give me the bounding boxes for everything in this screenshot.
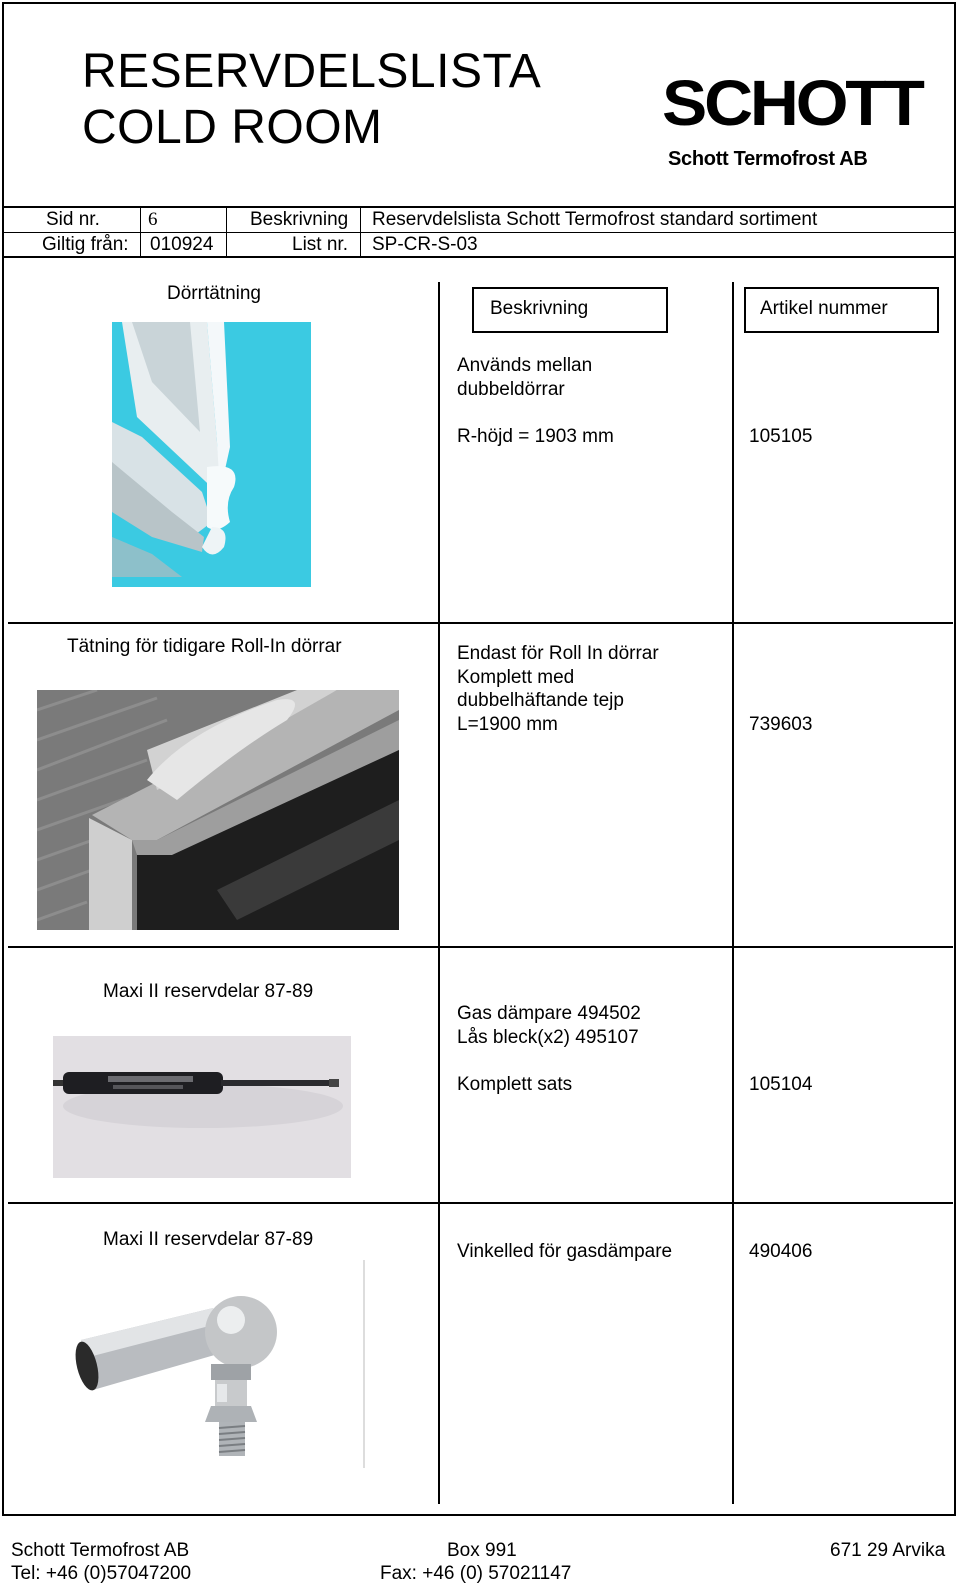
row-rule-1 [8,622,953,624]
article-column-header: Artikel nummer [744,287,939,333]
item-1-name: Dörrtätning [167,283,261,304]
meta-divider-1 [140,207,141,256]
footer-box: Box 991 [447,1540,517,1561]
item-3-desc-line-1: Gas dämpare 494502 [457,1003,641,1024]
footer-city: 671 29 Arvika [830,1540,946,1561]
beskrivning-label: Beskrivning [250,209,349,230]
item-2-desc-line-1: Endast för Roll In dörrar [457,643,659,664]
list-label: List nr. [292,234,348,255]
item-2-desc-line-4: L=1900 mm [457,713,558,735]
row-rule-2 [8,946,953,948]
meta-divider-2 [226,207,227,256]
item-3-desc-line-2: Lås bleck(x2) 495107 [457,1026,639,1048]
item-4-name: Maxi II reservdelar 87-89 [103,1229,314,1250]
meta-bottom-rule [2,256,956,258]
item-4-article: 490406 [749,1241,813,1262]
item-3-desc-line-4: Komplett sats [457,1074,573,1095]
schott-logo: SCHOTT [662,67,922,139]
meta-mid-rule [2,232,956,233]
item-1-desc-line-1: Används mellan [457,355,593,376]
description-column-header: Beskrivning [472,287,668,333]
giltig-value: 010924 [150,234,214,255]
footer-rule [2,1514,956,1516]
item-2-article: 739603 [749,714,813,735]
company-name: Schott Termofrost AB [668,148,868,170]
item-4-desc-line-1: Vinkelled för gasdämpare [457,1241,673,1262]
page-title-line2: COLD ROOM [82,101,383,154]
row-rule-3 [8,1202,953,1204]
item-1-desc-line-2: dubbeldörrar [457,378,565,400]
footer-fax: Fax: +46 (0) 57021147 [380,1563,572,1584]
sid-value: 6 [148,209,158,230]
brush-seal-strip-image [37,690,399,930]
item-3-name: Maxi II reservdelar 87-89 [103,981,314,1002]
beskrivning-value: Reservdelslista Schott Termofrost standard sortiment [372,209,818,230]
giltig-label: Giltig från: [42,234,129,255]
column-divider-right [732,282,734,1504]
list-value: SP-CR-S-03 [372,234,478,255]
gas-spring-image [53,1036,351,1178]
page-title-line1: RESERVDELSLISTA [82,45,542,98]
item-2-desc-line-3: dubbelhäftande tejp [457,690,624,711]
sid-label: Sid nr. [46,209,100,230]
item-2-desc-line-2: Komplett med [457,666,575,688]
item-3-article: 105104 [749,1074,813,1095]
footer-phone: Tel: +46 (0)57047200 [11,1563,192,1584]
item-2-name: Tätning för tidigare Roll-In dörrar [67,636,342,657]
column-divider-left [438,282,440,1504]
footer-company: Schott Termofrost AB [11,1540,190,1561]
ball-joint-image [53,1260,365,1468]
item-1-desc-line-4: R-höjd = 1903 mm [457,426,614,447]
door-seal-profile-image [112,322,311,587]
item-1-article: 105105 [749,426,813,447]
meta-divider-3 [360,207,361,256]
